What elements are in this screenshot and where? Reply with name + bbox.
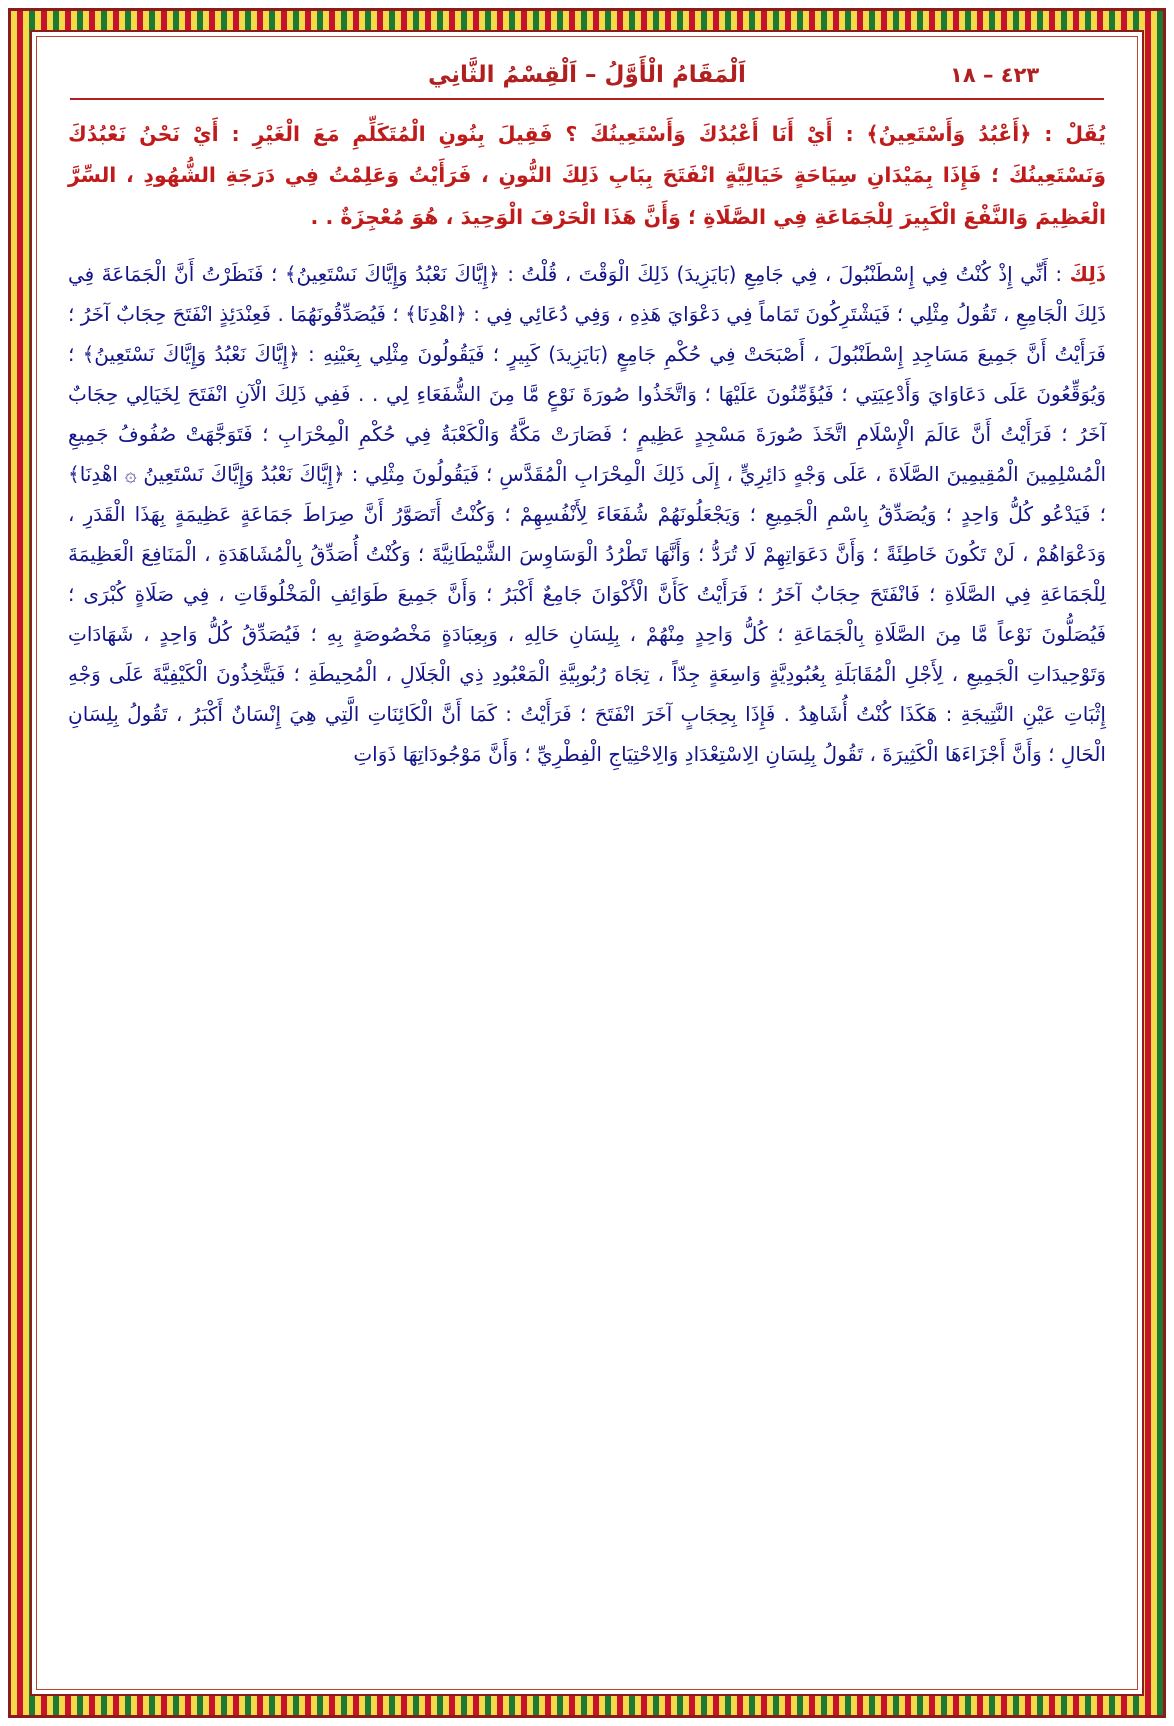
paragraph-intro: يُقَلْ : ﴿أَعْبُدُ وَأَسْتَعِينُ﴾ : أَيْ أَنَا أَعْبُدُكَ وَأَسْتَعِينُكَ ؟ فَقِيلَ بِنُونِ الْمُتَكَلِّمِ مَعَ الْغَيْرِ : أَيْ نَحْنُ نَعْبُدُكَ وَنَسْتَعِينُكَ ؛ فَإِذَا بِمَيْدَانِ سِيَاحَةٍ خَيَالِيَّةٍ انْفَتَحَ بِبَابِ ذَلِكَ النُّونِ ، فَرَأَيْتُ وَعَلِمْتُ فِي دَرَجَةِ الشُّهُودِ ، السِّرَّ الْعَظِيمَ وَالنَّفْعَ الْكَبِيرَ لِلْجَمَاعَةِ فِي الصَّلَاةِ ؛ وَأَنَّ هَذَا الْحَرْفَ الْوَحِيدَ ، هُوَ مُعْجِزَةٌ . . [68,122,1106,229]
page-title: اَلْمَقَامُ الْأَوَّلُ – اَلْقِسْمُ الثَّانِي [428,62,746,88]
paragraph-body-text: : أَنِّي إِذْ كُنْتُ فِي إِسْطَنْبُولَ ، فِي جَامِعِ (بَايَزِيدَ) ذَلِكَ الْوَقْتَ ، قُلْتُ : ﴿إِيَّاكَ نَعْبُدُ وَإِيَّاكَ نَسْتَعِينُ﴾ ؛ فَنَظَرْتُ أَنَّ الْجَمَاعَةَ فِي ذَلِكَ الْجَامِعِ ، تَقُولُ مِثْلِي ؛ فَيَشْتَرِكُونَ تَمَاماً فِي دَعْوَايَ هَذِهِ ، وَفِي دُعَائِي فِي : ﴿اهْدِنَا﴾ ؛ فَيُصَدِّقُونَهُمَا . فَعِنْدَئِذٍ انْفَتَحَ حِجَابٌ آخَرُ ؛ فَرَأَيْتُ أَنَّ جَمِيعَ مَسَاجِدِ إِسْطَنْبُولَ ، أَصْبَحَتْ فِي حُكْمِ جَامِعٍ (بَايَزِيدَ) كَبِيرٍ ؛ فَيَقُولُونَ مِثْلِي بِعَيْنِهِ : ﴿إِيَّاكَ نَعْبُدُ وَإِيَّاكَ نَسْتَعِينُ﴾ ؛ وَيُوَقِّعُونَ عَلَى دَعَاوَايَ وَأَدْعِيَتِي ؛ فَيُؤَمِّنُونَ عَلَيْهَا ؛ وَاتَّخَذُوا صُورَةَ نَوْعٍ مَّا مِنَ الشُّفَعَاءِ لِي . . فَفِي ذَلِكَ الْآنِ انْفَتَحَ لِخَيَالِي حِجَابٌ آخَرُ ؛ فَرَأَيْتُ أَنَّ عَالَمَ الْإِسْلَامِ اتَّخَذَ صُورَةَ مَسْجِدٍ عَظِيمٍ ؛ فَصَارَتْ مَكَّةُ وَالْكَعْبَةُ فِي حُكْمِ الْمِحْرَابِ ؛ فَتَوَجَّهَتْ صُفُوفُ جَمِيعِ الْمُسْلِمِينَ الْمُقِيمِينَ الصَّلَاةَ ، عَلَى وَجْهٍ دَائِرِيٍّ ، إِلَى ذَلِكَ الْمِحْرَابِ الْمُقَدَّسِ ؛ فَيَقُولُونَ مِثْلِي : ﴿إِيَّاكَ نَعْبُدُ وَإِيَّاكَ نَسْتَعِينُ ۞ اهْدِنَا﴾ ؛ فَيَدْعُو كُلُّ وَاحِدٍ ؛ وَيُصَدِّقُ بِاسْمِ الْجَمِيعِ ؛ وَيَجْعَلُونَهُمْ شُفَعَاءَ لِأَنْفُسِهِمْ ؛ وَكُنْتُ أَتَصَوَّرُ أَنَّ صِرَاطَ جَمَاعَةٍ عَظِيمَةٍ بِهَذَا الْقَدَرِ ، وَدَعْوَاهُمْ ، لَنْ تَكُونَ خَاطِئَةً ؛ وَأَنَّ دَعَوَاتِهِمْ لَا تُرَدُّ ؛ وَأَنَّهَا تَطْرُدُ الْوَسَاوِسَ الشَّيْطَانِيَّةَ ؛ وَكُنْتُ أُصَدِّقُ بِالْمُشَاهَدَةِ ، الْمَنَافِعَ الْعَظِيمَةَ لِلْجَمَاعَةِ فِي الصَّلَاةِ ؛ فَانْفَتَحَ حِجَابٌ آخَرُ ؛ فَرَأَيْتُ كَأَنَّ الْأَكْوَانَ جَامِعٌ أَكْبَرُ ؛ وَأَنَّ جَمِيعَ طَوَائِفِ الْمَخْلُوقَاتِ ، فِي صَلَاةٍ كُبْرَى ؛ فَيُصَلُّونَ نَوْعاً مَّا مِنَ الصَّلَاةِ بِالْجَمَاعَةِ ؛ كُلُّ وَاحِدٍ مِنْهُمْ ، بِلِسَانِ حَالِهِ ، وَبِعِبَادَةٍ مَخْصُوصَةٍ بِهِ ؛ فَيُصَدِّقُ كُلُّ وَاحِدٍ ، شَهَادَاتِ وَتَوْحِيدَاتِ الْجَمِيعِ ، لِأَجْلِ الْمُقَابَلَةِ بِعُبُودِيَّةٍ وَاسِعَةٍ جِدّاً ، تِجَاهَ رُبُوبِيَّةِ الْمَعْبُودِ ذِي الْجَلَالِ ، الْمُحِيطَةِ ؛ فَيَتَّخِذُونَ الْكَيْفِيَّةَ عَلَى وَجْهِ إِثْبَاتِ عَيْنِ النَّتِيجَةِ : هَكَذَا كُنْتُ أُشَاهِدُ . فَإِذَا بِحِجَابٍ آخَرَ انْفَتَحَ ؛ فَرَأَيْتُ : كَمَا أَنَّ الْكَائِنَاتِ الَّتِي هِيَ إِنْسَانٌ أَكْبَرُ ، تَقُولُ بِلِسَانِ الْحَالِ ؛ وَأَنَّ أَجْزَاءَهَا الْكَثِيرَةَ ، تَقُولُ بِلِسَانِ الِاسْتِعْدَادِ وَالِاحْتِيَاجِ الْفِطْرِيِّ ؛ وَأَنَّ مَوْجُودَاتِهَا ذَوَاتِ [68,262,1106,767]
header-divider [70,98,1104,100]
paragraph-body [68,254,1106,774]
paragraph-lead-word: ذَلِكَ [1069,262,1106,287]
page-number: ٤٢٣ – ١٨ [950,63,1040,87]
page-header [68,62,1106,94]
page-content [44,44,1130,1682]
